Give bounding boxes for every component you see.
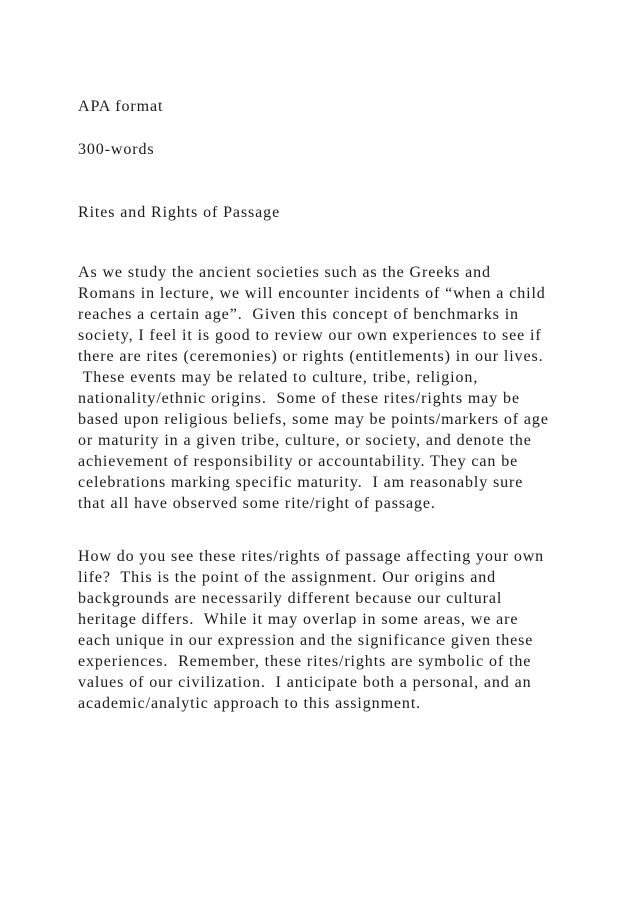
paragraph1-line: reaches a certain age”. Given this concept of benchmarks in [78,306,519,323]
paragraph1-line: nationality/ethnic origins. Some of these rites/rights may be [78,390,520,407]
paragraph2-line: values of our civilization. I anticipate both a personal, and an [78,674,532,691]
paragraph1-line: achievement of responsibility or accountability. They can be [78,453,519,470]
paragraph1-line: society, I feel it is good to review our own experiences to see if [78,327,542,344]
paragraph2-line: backgrounds are necessarily different because our cultural [78,590,503,607]
word-count-line: 300-words [78,141,155,158]
paragraph1-line: or maturity in a given tribe, culture, or society, and denote the [78,432,532,449]
paragraph1-line: Romans in lecture, we will encounter incidents of “when a child [78,285,546,302]
paragraph1-line: that all have observed some rite/right of passage. [78,495,436,512]
paragraph1-line: These events may be related to culture, tribe, religion, [78,369,479,386]
paragraph2-line: academic/analytic approach to this assignment. [78,695,422,712]
paragraph2-line: How do you see these rites/rights of passage affecting your own [78,548,545,565]
document-title: Rites and Rights of Passage [78,204,281,221]
paragraph2-line: each unique in our expression and the significance given these [78,632,534,649]
paragraph1-line: based upon religious beliefs, some may be points/markers of age [78,411,549,428]
paragraph1-line: there are rites (ceremonies) or rights (entitlements) in our lives. [78,348,544,365]
paragraph2-line: experiences. Remember, these rites/rights are symbolic of the [78,653,532,670]
format-line: APA format [78,98,164,115]
paragraph1-line: As we study the ancient societies such as the Greeks and [78,264,491,281]
paragraph1-line: celebrations marking specific maturity. I am reasonably sure [78,474,524,491]
paragraph2-line: heritage differs. While it may overlap in some areas, we are [78,611,519,628]
paragraph2-line: life? This is the point of the assignment. Our origins and [78,569,497,586]
